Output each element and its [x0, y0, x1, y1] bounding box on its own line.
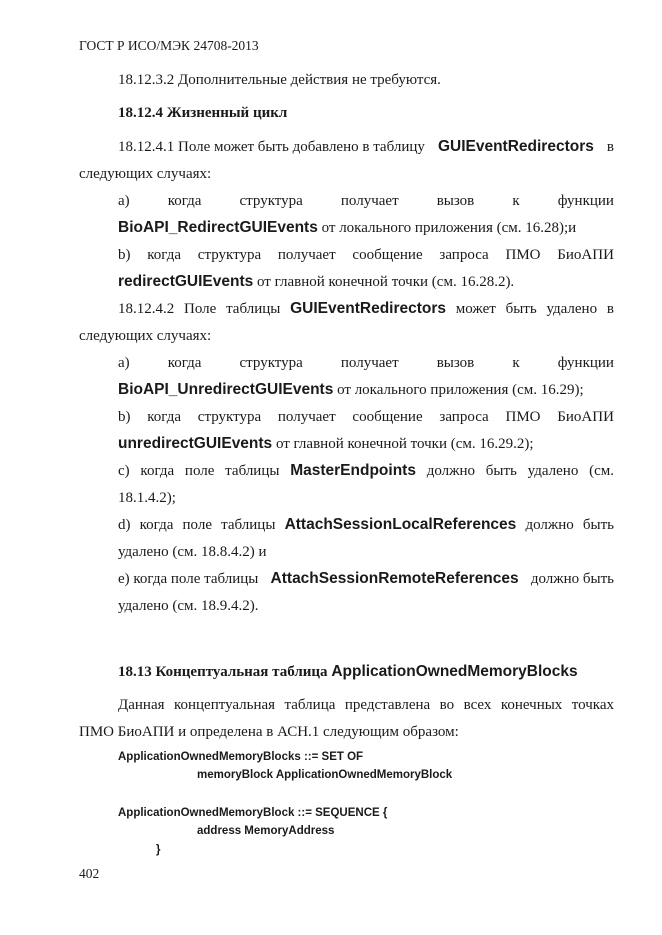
word: Данная	[118, 697, 165, 713]
section-heading-18-13	[118, 662, 578, 682]
term-bioapi-unredirectguievents: BioAPI_UnredirectGUIEvents	[118, 381, 334, 398]
word: может	[455, 301, 496, 317]
list-item-c2-line2: 18.1.4.2);	[118, 490, 176, 506]
word: к	[512, 193, 520, 209]
para-text: от локального приложения (см. 16.28);и	[321, 220, 577, 236]
word: быть	[485, 463, 517, 479]
word: должно	[426, 463, 476, 479]
term-masterendpoints: MasterEndpoints	[290, 462, 416, 479]
word: удалено	[527, 463, 579, 479]
para-18-12-4-2-line1	[118, 299, 614, 319]
word: структура	[197, 409, 262, 425]
word: запроса	[439, 409, 489, 425]
para-text: от главной конечной точки (см. 16.28.2).	[257, 274, 515, 290]
code-line-2: memoryBlock ApplicationOwnedMemoryBlock	[197, 769, 453, 781]
word: получает	[277, 247, 336, 263]
word: таблицы	[225, 463, 280, 479]
term-redirectguievents: redirectGUIEvents	[118, 273, 254, 290]
list-item-a2-line2	[118, 380, 584, 400]
word: когда	[140, 463, 175, 479]
list-item-d2-line2: удалено (см. 18.8.4.2) и	[118, 544, 267, 560]
word: конечных	[500, 697, 563, 713]
word: запроса	[439, 247, 489, 263]
para-18-13-line2: ПМО БиоАПИ и определена в АСН.1 следующим образом:	[79, 724, 459, 740]
word: удалено	[546, 301, 598, 317]
word: 18.12.4.2	[118, 301, 175, 317]
term-guieventredirectors: GUIEventRedirectors	[437, 138, 594, 155]
list-item-b1-line1	[118, 245, 614, 265]
word: точках	[571, 697, 614, 713]
word: ПМО	[505, 409, 541, 425]
word: когда	[167, 193, 202, 209]
list-item-e2-line1	[118, 569, 614, 589]
list-item-a1-line2	[118, 218, 576, 238]
para-text: должно быть	[530, 571, 614, 587]
word: БиоАПИ	[557, 247, 614, 263]
word: получает	[340, 193, 399, 209]
para-text: в	[606, 139, 614, 155]
word: всех	[463, 697, 492, 713]
code-line-3: ApplicationOwnedMemoryBlock ::= SEQUENCE {	[118, 807, 388, 819]
word: функции	[557, 355, 614, 371]
word: БиоАПИ	[557, 409, 614, 425]
page-number: 402	[79, 866, 100, 881]
word: c)	[118, 463, 130, 479]
section-heading-18-12-4: 18.12.4 Жизненный цикл	[118, 105, 288, 121]
word: когда	[167, 355, 202, 371]
word: быть	[582, 517, 614, 533]
para-18-12-4-1-line2: следующих случаях:	[79, 166, 212, 182]
word: во	[439, 697, 455, 713]
word: структура	[239, 193, 303, 209]
word: структура	[239, 355, 303, 371]
word: a)	[118, 193, 130, 209]
word: когда	[147, 409, 182, 425]
para-18-13-line1	[118, 695, 614, 715]
code-line-4: address MemoryAddress	[197, 825, 335, 837]
para-text: от локального приложения (см. 16.29);	[337, 382, 584, 398]
word: в	[606, 301, 614, 317]
word: вызов	[436, 193, 475, 209]
heading-text: 18.13 Концептуальная таблица	[118, 664, 328, 680]
word: функции	[557, 193, 614, 209]
para-18-12-4-1-line1	[118, 137, 614, 157]
word: получает	[340, 355, 399, 371]
list-item-b1-line2	[118, 272, 514, 292]
word: (см.	[589, 463, 614, 479]
para-text: от главной конечной точки (см. 16.29.2);	[275, 436, 534, 452]
word: таблица	[284, 697, 336, 713]
term-applicationownedmemoryblocks: ApplicationOwnedMemoryBlocks	[331, 663, 578, 680]
word: представлена	[344, 697, 431, 713]
list-item-d2-line1	[118, 515, 614, 535]
term-bioapi-redirectguievents: BioAPI_RedirectGUIEvents	[118, 219, 318, 236]
list-item-b2-line1	[118, 407, 614, 427]
word: должно	[525, 517, 574, 533]
word: b)	[118, 247, 131, 263]
word: Поле	[184, 301, 217, 317]
term-attachsessionlocalreferences: AttachSessionLocalReferences	[284, 516, 517, 533]
word: ПМО	[505, 247, 541, 263]
list-item-a1-line1	[118, 191, 614, 211]
word: когда	[139, 517, 174, 533]
page-header: ГОСТ Р ИСО/МЭК 24708-2013	[79, 38, 259, 53]
code-line-1: ApplicationOwnedMemoryBlocks ::= SET OF	[118, 751, 364, 763]
word: к	[512, 355, 520, 371]
word: b)	[118, 409, 131, 425]
para-18-12-3-2: 18.12.3.2 Дополнительные действия не требуются.	[118, 72, 441, 88]
word: быть	[505, 301, 537, 317]
word: когда	[147, 247, 182, 263]
para-18-12-4-2-line2: следующих случаях:	[79, 328, 212, 344]
word: сообщение	[352, 409, 423, 425]
list-item-c2-line1	[118, 461, 614, 481]
word: получает	[277, 409, 336, 425]
word: сообщение	[352, 247, 423, 263]
list-item-a2-line1	[118, 353, 614, 373]
word: d)	[118, 517, 131, 533]
term-attachsessionremotereferences: AttachSessionRemoteReferences	[270, 570, 519, 587]
para-text: e) когда поле таблицы	[118, 571, 259, 587]
list-item-b2-line2	[118, 434, 534, 454]
list-item-e2-line2: удалено (см. 18.9.4.2).	[118, 598, 259, 614]
word: поле	[184, 463, 215, 479]
term-unredirectguievents: unredirectGUIEvents	[118, 435, 273, 452]
word: a)	[118, 355, 130, 371]
word: концептуальная	[173, 697, 276, 713]
term-guieventredirectors: GUIEventRedirectors	[290, 300, 447, 317]
word: поле	[182, 517, 212, 533]
word: структура	[197, 247, 262, 263]
para-text: 18.12.4.1 Поле может быть добавлено в таблицу	[118, 139, 425, 155]
code-line-5: }	[156, 844, 161, 856]
word: таблицы	[221, 517, 276, 533]
word: таблицы	[226, 301, 281, 317]
word: вызов	[436, 355, 475, 371]
